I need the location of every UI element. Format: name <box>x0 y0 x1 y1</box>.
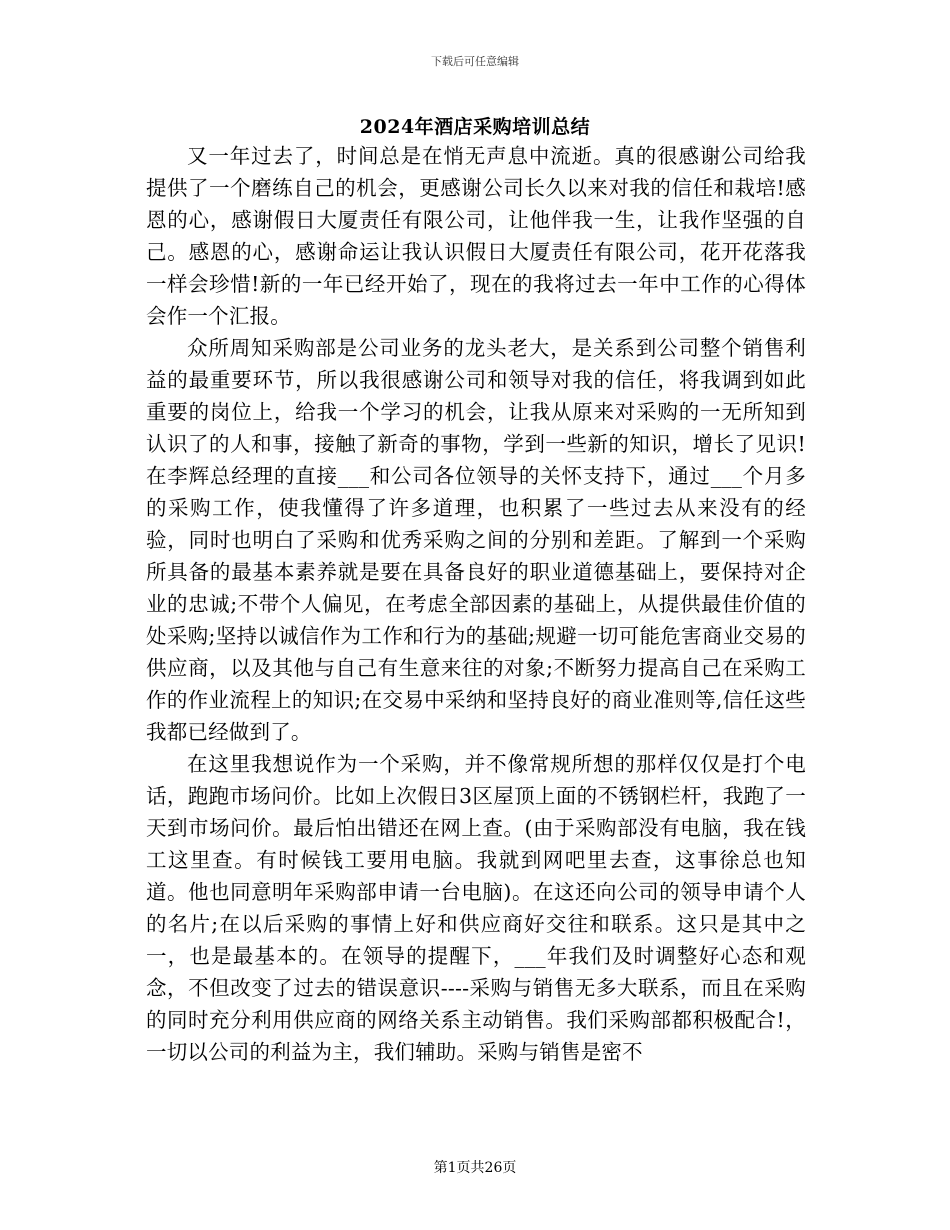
page-number: 第1页共26页 <box>433 1160 517 1176</box>
paragraph: 在这里我想说作为一个采购，并不像常规所想的那样仅仅是打个电话，跑跑市场问价。比如上次假日3区屋顶上面的不锈钢栏杆，我跑了一天到市场问价。最后怕出错还在网上查。(由于采购部没有电脑，我在钱工这里查。有时候钱工要用电脑。我就到网吧里去查，这事徐总也知道。他也同意明年采购部申请一台电脑)。在这还向公司的领导申请个人的名片;在以后采购的事情上好和供应商好交往和联系。这只是其中之一，也是最基本的。在领导的提醒下，___年我们及时调整好心态和观念，不但改变了过去的错误意识----采购与销售无多大联系，而且在采购的同时充分利用供应商的网络关系主动销售。我们采购部都积极配合!，一切以公司的利益为主，我们辅助。采购与销售是密不 <box>146 752 806 1064</box>
paragraph: 众所周知采购部是公司业务的龙头老大，是关系到公司整个销售利益的最重要环节，所以我很感谢公司和领导对我的信任，将我调到如此重要的岗位上，给我一个学习的机会，让我从原来对采购的一无所知到认识了的人和事，接触了新奇的事物，学到一些新的知识，增长了见识!在李辉总经理的直接___和公司各位领导的关怀支持下，通过___个月多的采购工作，使我懂得了许多道理，也积累了一些过去从来没有的经验，同时也明白了采购和优秀采购之间的分别和差距。了解到一个采购所具备的最基本素养就是要在具备良好的职业道德基础上，要保持对企业的忠诚;不带个人偏见，在考虑全部因素的基础上，从提供最佳价值的处采购;坚持以诚信作为工作和行为的基础;规避一切可能危害商业交易的供应商，以及其他与自己有生意来往的对象;不断努力提高自己在采购工作的作业流程上的知识;在交易中采纳和坚持良好的商业准则等,信任这些我都已经做到了。 <box>146 336 806 744</box>
document-title: 2024年酒店采购培训总结 <box>359 116 591 138</box>
paragraph: 又一年过去了，时间总是在悄无声息中流逝。真的很感谢公司给我提供了一个磨练自己的机会，更感谢公司长久以来对我的信任和栽培!感恩的心，感谢假日大厦责任有限公司，让他伴我一生，让我作坚强的自己。感恩的心，感谢命运让我认识假日大厦责任有限公司，花开花落我一样会珍惜!新的一年已经开始了，现在的我将过去一年中工作的心得体会作一个汇报。 <box>146 144 806 328</box>
document-body <box>146 140 806 1068</box>
header-note: 下载后可任意编辑 <box>431 55 519 68</box>
